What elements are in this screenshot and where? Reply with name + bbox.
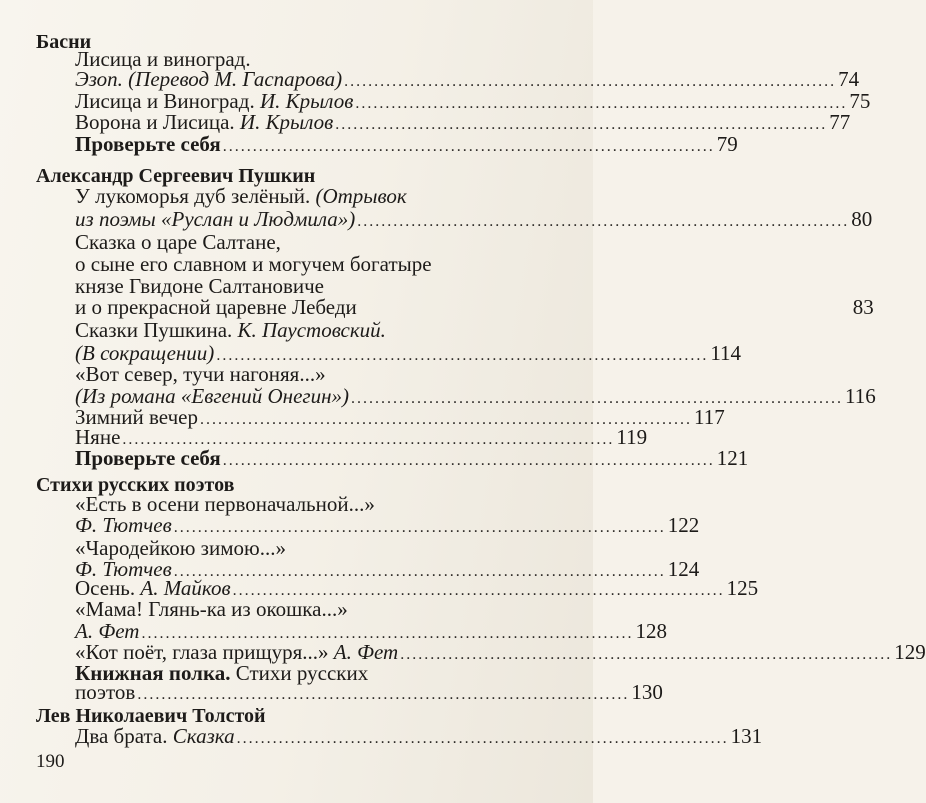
toc-entry bbox=[75, 295, 874, 319]
page-ref: 122 bbox=[667, 513, 700, 537]
toc-entry bbox=[75, 446, 749, 470]
entry-title: Осень. bbox=[75, 576, 141, 600]
entry-genre: Сказка bbox=[172, 724, 235, 748]
entry-title: Сказки Пушкина. bbox=[75, 318, 238, 342]
entry-title: Сказка о царе Салтане, bbox=[75, 230, 281, 254]
toc-entry bbox=[75, 680, 663, 704]
page-ref: 128 bbox=[635, 619, 667, 643]
entry-bookshelf: Книжная полка. bbox=[75, 661, 236, 685]
section-title-pushkin: Александр Сергеевич Пушкин bbox=[36, 165, 316, 187]
toc-line bbox=[75, 230, 555, 254]
section-title-basni: Басни bbox=[36, 31, 92, 53]
entry-title: Ворона и Лисица. bbox=[75, 110, 240, 134]
toc-entry bbox=[75, 132, 738, 156]
entry-author: А. Фет bbox=[333, 640, 399, 664]
entry-title: «Кот поёт, глаза прищуря...» bbox=[75, 640, 334, 664]
dot-leader: .................................................................................. bbox=[335, 116, 828, 133]
entry-title: «Чародейкою зимою...» bbox=[75, 536, 286, 560]
dot-leader: .................................................................................. bbox=[357, 213, 850, 230]
page-ref: 75 bbox=[849, 89, 871, 113]
toc-entry bbox=[75, 207, 873, 231]
page-ref: 83 bbox=[852, 295, 874, 319]
entry-title: Стихи русских bbox=[235, 661, 369, 685]
entry-title: о сыне его славном и могучем богатыре bbox=[75, 252, 432, 276]
page-number: 190 bbox=[36, 751, 65, 772]
entry-author: И. Крылов bbox=[239, 110, 334, 134]
entry-title: Зимний вечер bbox=[75, 405, 198, 429]
entry-author: Ф. Тютчев bbox=[75, 513, 172, 537]
dot-leader: .................................................................................. bbox=[200, 411, 692, 428]
page-ref: 131 bbox=[730, 724, 763, 748]
dot-leader: .................................................................................. bbox=[344, 73, 837, 90]
dot-leader: .................................................................................. bbox=[355, 95, 848, 112]
entry-title: Лисица и виноград. bbox=[75, 47, 251, 71]
toc-entry bbox=[75, 513, 700, 537]
dot-leader: .................................................................................. bbox=[232, 582, 725, 599]
dot-leader: .................................................................................. bbox=[173, 563, 666, 580]
toc-line bbox=[75, 597, 555, 621]
dot-leader: .................................................................................. bbox=[122, 431, 615, 448]
entry-title: князе Гвидоне Салтановиче bbox=[75, 274, 324, 298]
page-ref: 114 bbox=[710, 341, 742, 365]
dot-leader: .................................................................................. bbox=[236, 730, 729, 747]
toc-entry bbox=[75, 724, 763, 748]
entry-author: Ф. Тютчев bbox=[75, 557, 172, 581]
dot-leader: .................................................................................. bbox=[222, 138, 715, 155]
entry-title: и о прекрасной царевне Лебеди bbox=[75, 295, 357, 319]
entry-author: И. Крылов bbox=[259, 89, 354, 113]
page-ref: 121 bbox=[716, 446, 749, 470]
page-ref: 129 bbox=[894, 640, 926, 664]
page-ref: 130 bbox=[631, 680, 663, 704]
entry-author: А. Фет bbox=[75, 619, 140, 643]
entry-check-yourself: Проверьте себя bbox=[75, 446, 221, 470]
page-ref: 79 bbox=[716, 132, 738, 156]
entry-author: К. Паустовский. bbox=[237, 318, 386, 342]
entry-author: Эзоп. (Перевод М. Гаспарова) bbox=[75, 67, 343, 91]
entry-title: Два брата. bbox=[75, 724, 173, 748]
entry-title: поэтов bbox=[75, 680, 136, 704]
page-ref: 119 bbox=[616, 425, 648, 449]
page-ref: 74 bbox=[838, 67, 860, 91]
toc-line bbox=[75, 252, 555, 276]
toc-line bbox=[75, 318, 555, 342]
page-ref: 116 bbox=[845, 384, 876, 408]
page-ref: 125 bbox=[726, 576, 759, 600]
entry-title: «Мама! Глянь-ка из окошка...» bbox=[75, 597, 348, 621]
toc-line bbox=[75, 184, 555, 208]
toc-entry bbox=[75, 110, 851, 134]
entry-note: из поэмы «Руслан и Людмила») bbox=[75, 207, 356, 231]
entry-note: (Отрывок bbox=[315, 184, 407, 208]
dot-leader: .................................................................................. bbox=[351, 390, 844, 407]
entry-title: Лисица и Виноград. bbox=[75, 89, 260, 113]
entry-title: У лукоморья дуб зелёный. bbox=[75, 184, 316, 208]
page-ref: 117 bbox=[694, 405, 725, 429]
entry-title: Няне bbox=[75, 425, 121, 449]
page-ref: 124 bbox=[667, 557, 700, 581]
dot-leader: .................................................................................. bbox=[216, 347, 709, 364]
entry-note: (В сокращении) bbox=[75, 341, 215, 365]
dot-leader: .................................................................................. bbox=[141, 625, 634, 642]
entry-note: (Из романа «Евгений Онегин») bbox=[75, 384, 350, 408]
page-ref: 77 bbox=[829, 110, 851, 134]
section-title-tolstoy: Лев Николаевич Толстой bbox=[36, 705, 266, 727]
entry-title: «Есть в осени первоначальной...» bbox=[75, 492, 375, 516]
dot-leader: .................................................................................. bbox=[173, 519, 666, 536]
section-title-poets: Стихи русских поэтов bbox=[36, 474, 235, 496]
entry-title: «Вот север, тучи нагоняя...» bbox=[75, 362, 326, 386]
entry-author: А. Майков bbox=[140, 576, 231, 600]
entry-check-yourself: Проверьте себя bbox=[75, 132, 221, 156]
dot-leader: .................................................................................. bbox=[222, 452, 715, 469]
dot-leader: .................................................................................. bbox=[137, 686, 630, 703]
page-ref: 80 bbox=[851, 207, 873, 231]
toc-line bbox=[75, 362, 555, 386]
toc-entry bbox=[75, 67, 860, 91]
dot-leader: .................................................................................. bbox=[400, 646, 893, 663]
